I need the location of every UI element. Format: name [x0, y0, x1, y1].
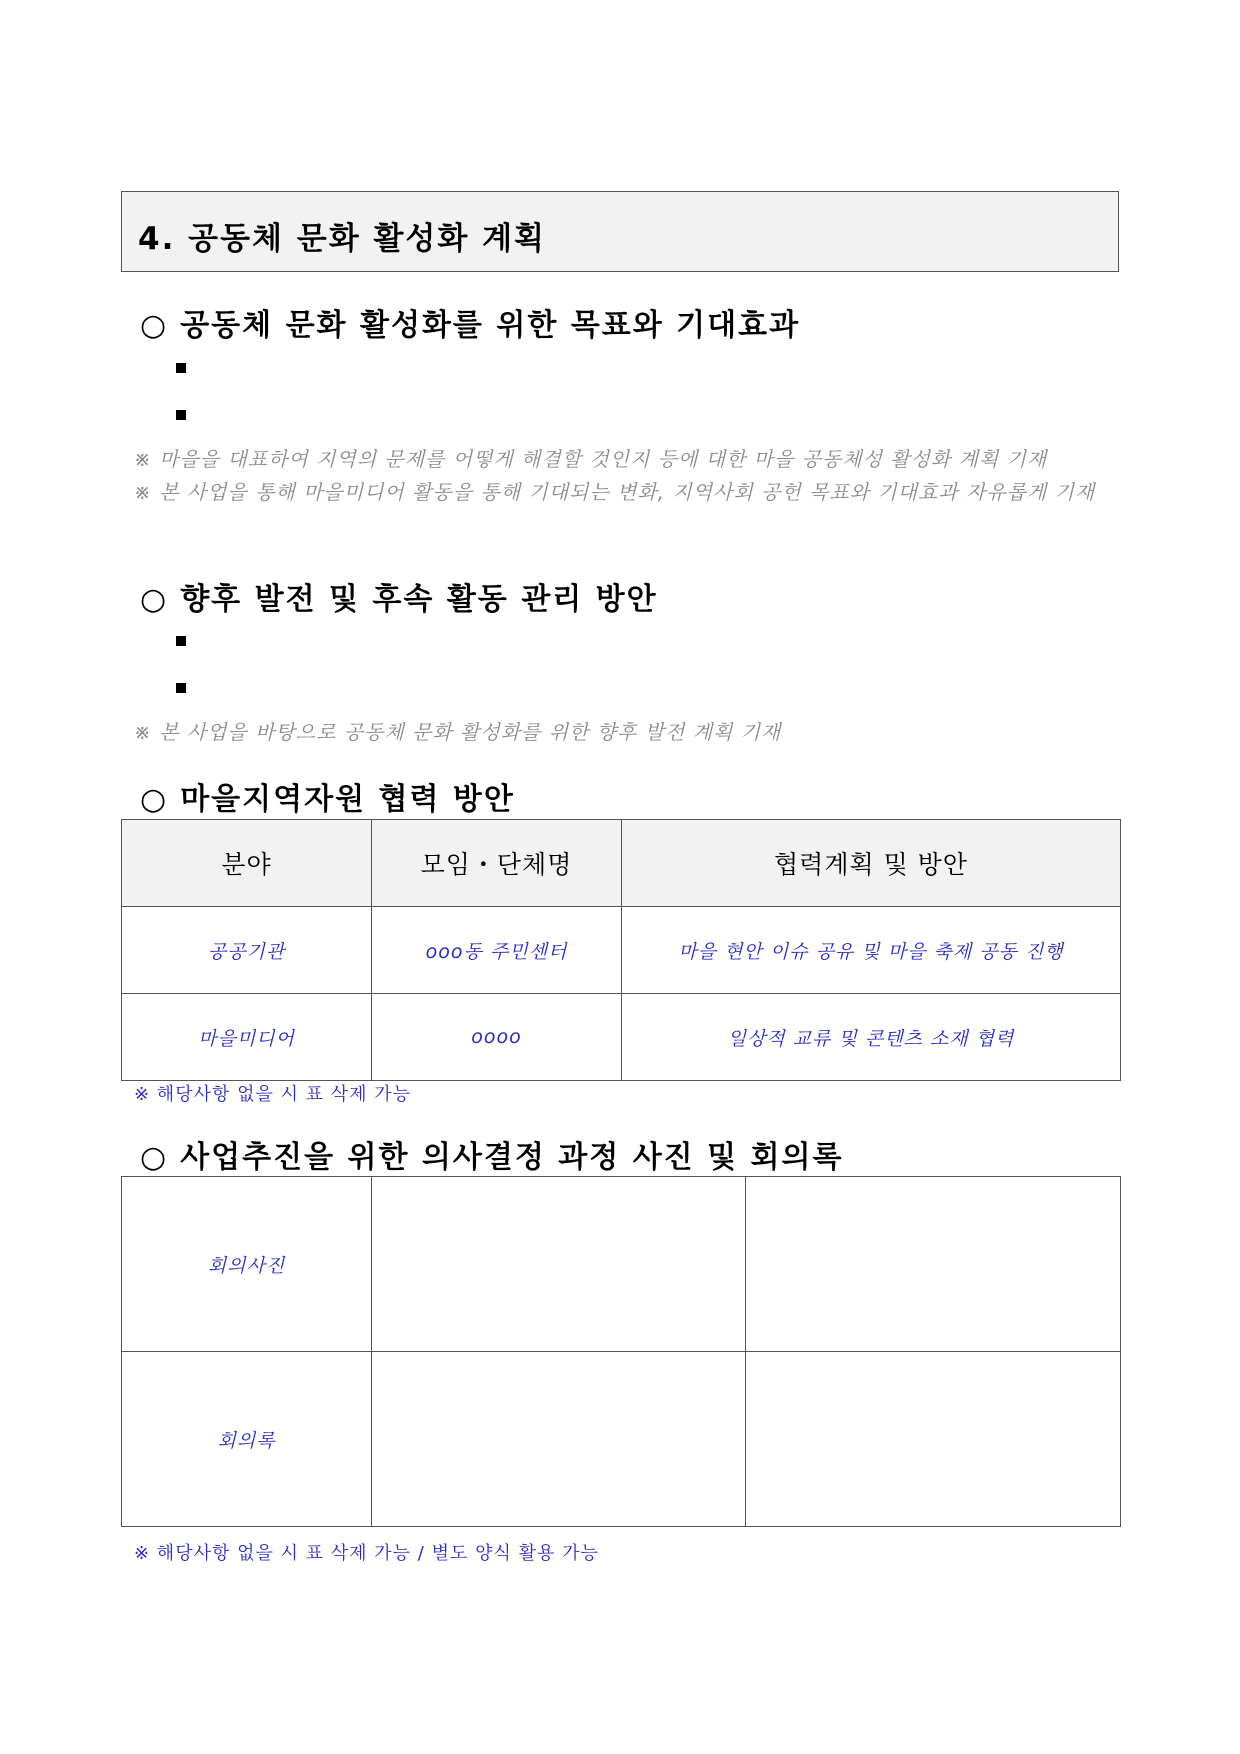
table-cell[interactable]: 마을미디어 — [122, 994, 372, 1081]
goals-heading — [140, 300, 800, 344]
decision-heading — [140, 1132, 843, 1176]
minutes-slot[interactable] — [746, 1352, 1121, 1527]
table-cell[interactable]: 일상적 교류 및 콘텐츠 소재 협력 — [622, 994, 1121, 1081]
future-note: ※ 본 사업을 바탕으로 공동체 문화 활성화를 위한 향후 발전 계획 기재 — [134, 720, 782, 744]
future-heading — [140, 574, 658, 618]
minutes-slot[interactable] — [372, 1352, 746, 1527]
square-bullet-icon[interactable] — [176, 636, 186, 646]
photo-slot[interactable] — [372, 1177, 746, 1352]
circle-icon: ○ — [140, 1140, 169, 1175]
section-title-box — [121, 191, 1119, 272]
square-bullet-icon[interactable] — [176, 683, 186, 693]
table-row — [122, 1177, 1121, 1352]
decision-footnote: ※ 해당사항 없을 시 표 삭제 가능 / 별도 양식 활용 가능 — [134, 1543, 599, 1564]
future-heading-text: 향후 발전 및 후속 활동 관리 방안 — [180, 582, 658, 617]
table-cell[interactable]: oooo — [372, 994, 622, 1081]
decision-heading-text: 사업추진을 위한 의사결정 과정 사진 및 회의록 — [180, 1140, 844, 1175]
column-header: 모임・단체명 — [372, 820, 622, 907]
circle-icon: ○ — [140, 582, 169, 617]
cooperation-heading-text: 마을지역자원 협력 방안 — [180, 782, 515, 817]
decision-table — [121, 1176, 1121, 1527]
meeting-photo-label: 회의사진 — [122, 1177, 372, 1352]
circle-icon: ○ — [140, 782, 169, 817]
goals-note-1: ※ 마을을 대표하여 지역의 문제를 어떻게 해결할 것인지 등에 대한 마을 공동체성 활성화 계획 기재 — [134, 447, 1048, 471]
column-header: 분야 — [122, 820, 372, 907]
goals-heading-text: 공동체 문화 활성화를 위한 목표와 기대효과 — [180, 308, 801, 343]
circle-icon: ○ — [140, 308, 169, 343]
table-cell[interactable]: 공공기관 — [122, 907, 372, 994]
section-title: 4. 공동체 문화 활성화 계획 — [138, 221, 546, 257]
table-cell[interactable]: ooo동 주민센터 — [372, 907, 622, 994]
table-row — [122, 994, 1121, 1081]
photo-slot[interactable] — [746, 1177, 1121, 1352]
cooperation-table — [121, 819, 1121, 1081]
square-bullet-icon[interactable] — [176, 363, 186, 373]
column-header: 협력계획 및 방안 — [622, 820, 1121, 907]
table-cell[interactable]: 마을 현안 이슈 공유 및 마을 축제 공동 진행 — [622, 907, 1121, 994]
table-row — [122, 1352, 1121, 1527]
cooperation-heading — [140, 774, 515, 818]
goals-note-2: ※ 본 사업을 통해 마을미디어 활동을 통해 기대되는 변화, 지역사회 공헌 목표와 기대효과 자유롭게 기재 — [134, 480, 1096, 504]
table-row — [122, 907, 1121, 994]
meeting-minutes-label: 회의록 — [122, 1352, 372, 1527]
square-bullet-icon[interactable] — [176, 410, 186, 420]
cooperation-footnote: ※ 해당사항 없을 시 표 삭제 가능 — [134, 1084, 412, 1105]
